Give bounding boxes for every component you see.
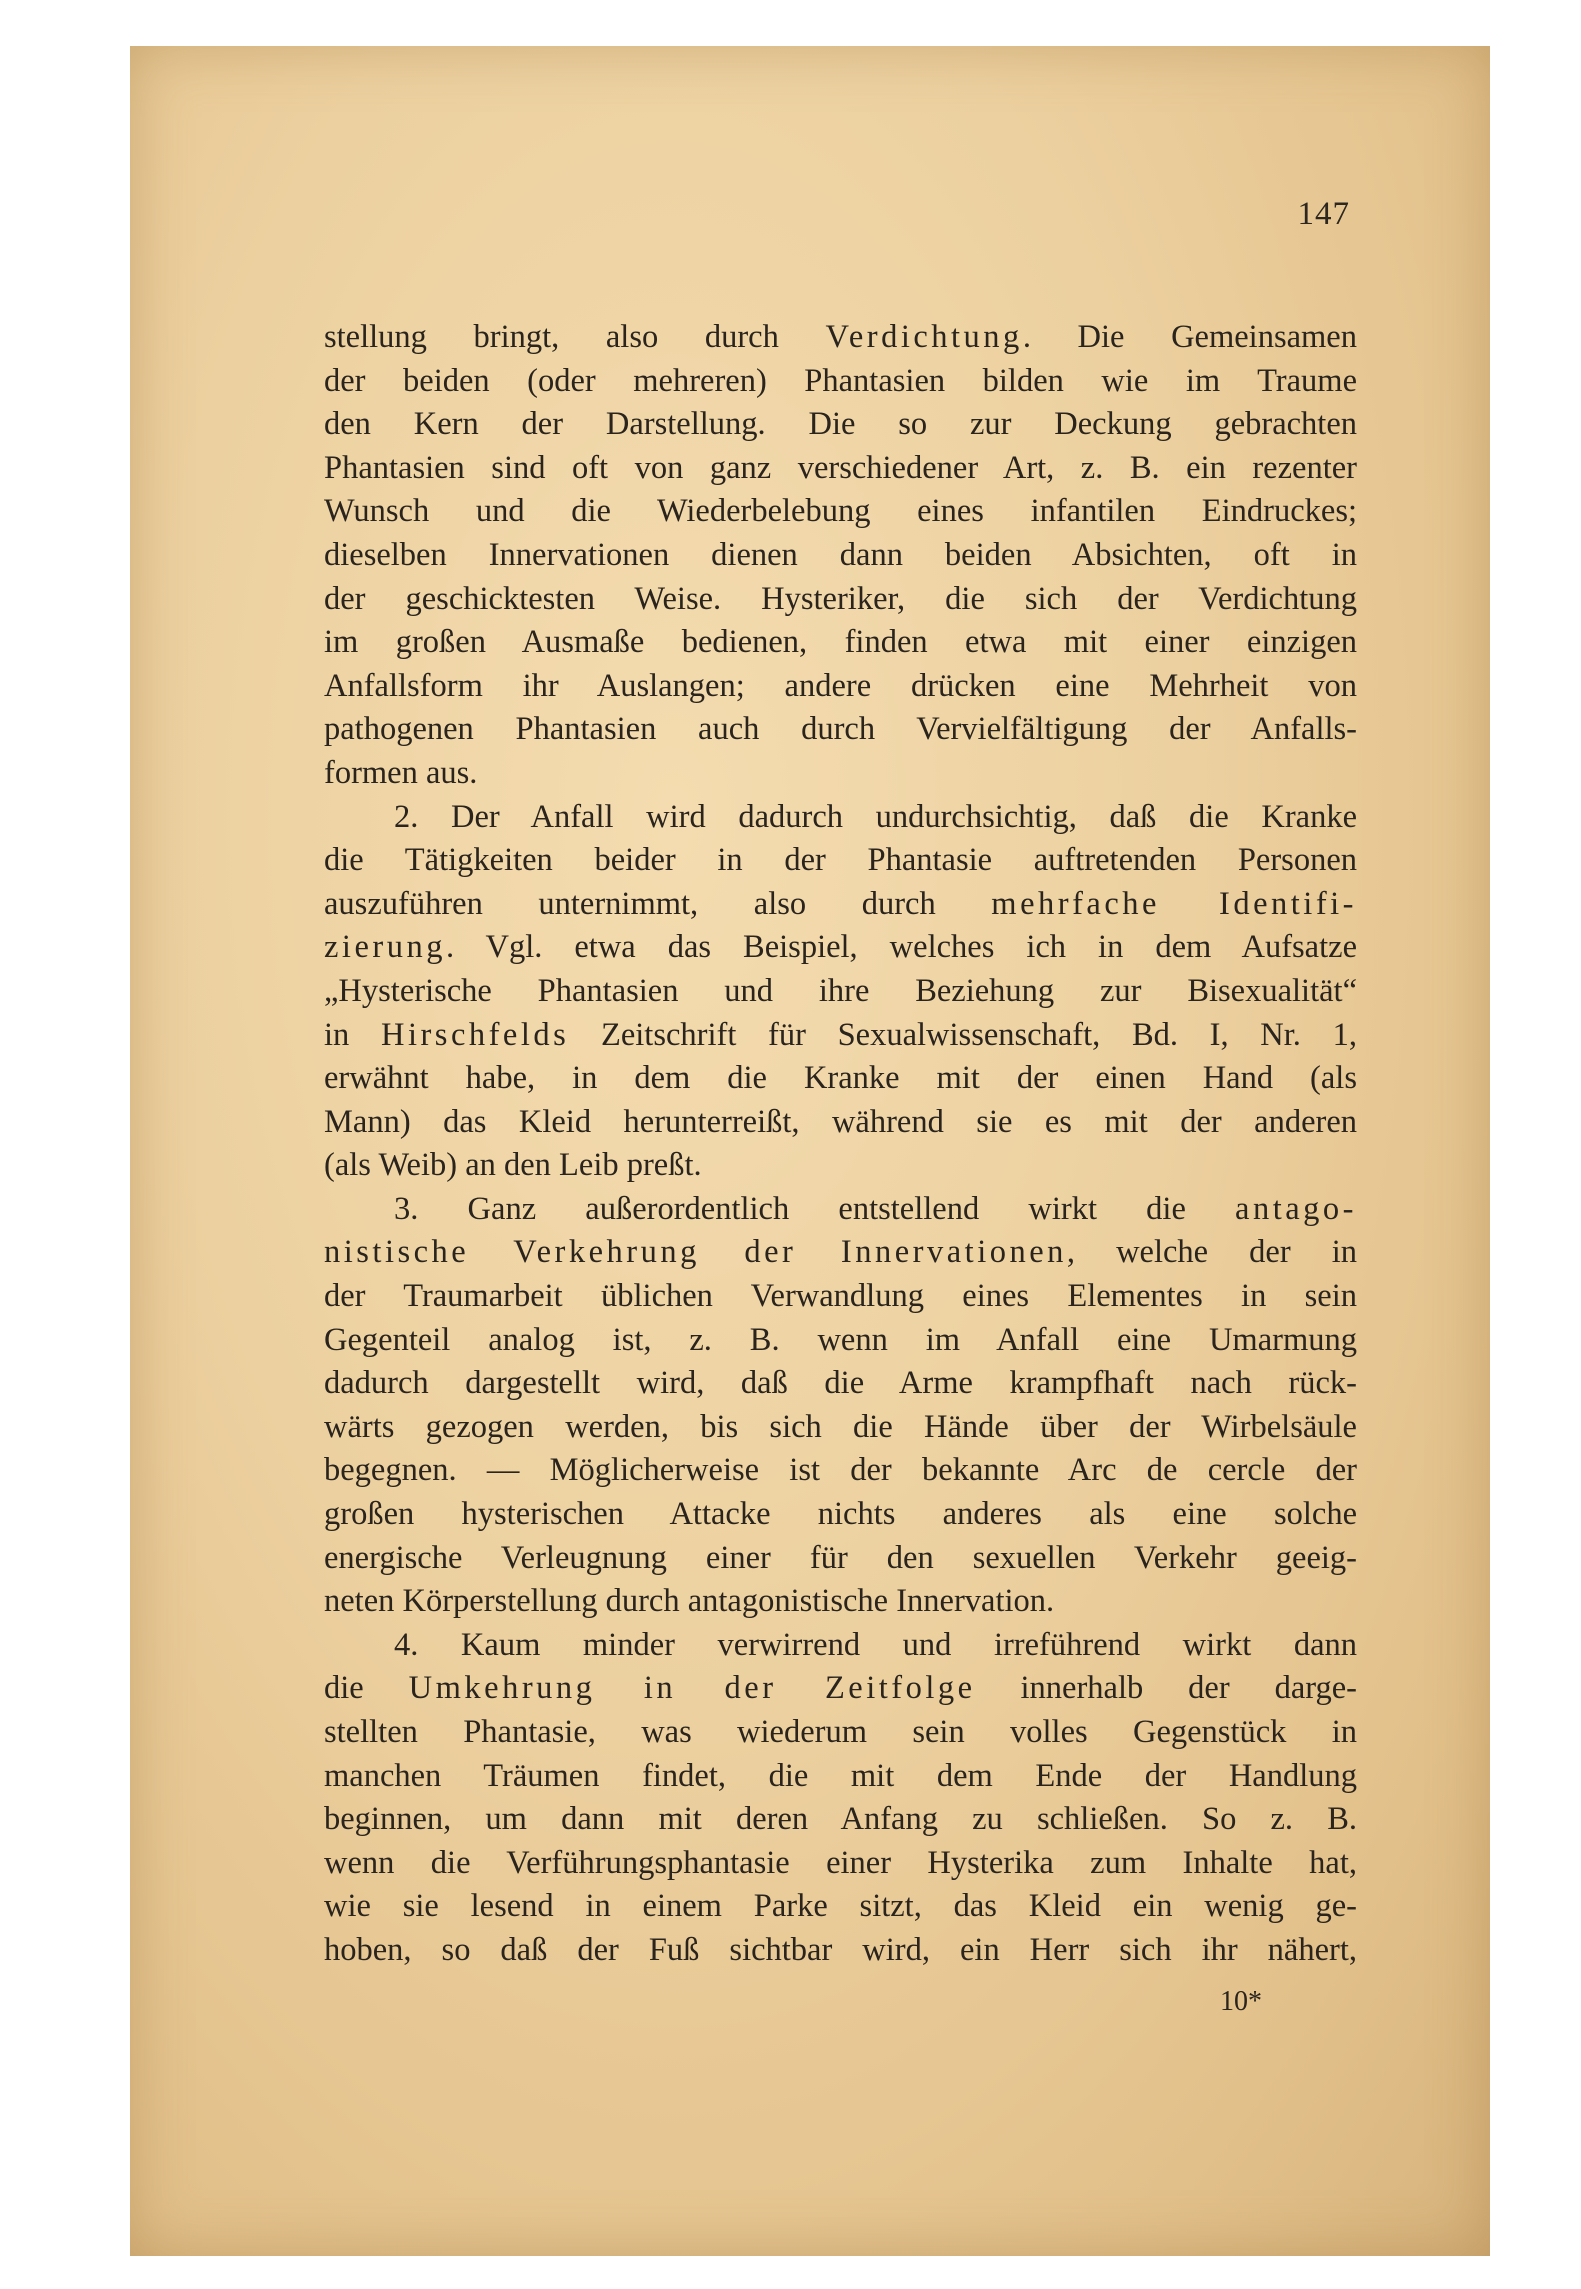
text-run: Phantasien sind oft von ganz verschiedener Art, z. B. ein rezenter (324, 449, 1357, 486)
text-run: neten Körperstellung durch antagonistische Innervation. (324, 1583, 1055, 1620)
text-line (324, 1144, 1357, 1188)
text-run: die Tätigkeiten beider in der Phantasie auftretenden Personen (324, 842, 1357, 879)
text-line (324, 665, 1357, 709)
text-line (324, 883, 1357, 927)
text-line (324, 796, 1357, 840)
text-run: Anfallsform ihr Auslangen; andere drücken eine Mehrheit von (324, 667, 1357, 704)
text-line (324, 403, 1357, 447)
text-run: energische Verleugnung einer für den sexuellen Verkehr geeig- (324, 1539, 1357, 1576)
text-run: großen hysterischen Attacke nichts anderes als eine solche (324, 1496, 1357, 1533)
text-line (324, 360, 1357, 404)
text-line (324, 1711, 1357, 1755)
text-run: in (324, 1016, 381, 1053)
text-run: pathogenen Phantasien auch durch Vervielfältigung der Anfalls- (324, 711, 1357, 748)
text-run: innerhalb der darge- (975, 1670, 1358, 1707)
spaced-emphasis: nistische Verkehrung der Innervationen (324, 1234, 1067, 1271)
text-line (324, 1842, 1357, 1886)
text-run: . Die Gemeinsamen (1022, 319, 1357, 355)
text-run: 3. Ganz außerordentlich entstellend wirkt die (394, 1190, 1236, 1227)
text-line (324, 970, 1357, 1014)
text-line (324, 1755, 1357, 1799)
text-run: der beiden (oder mehreren) Phantasien bilden wie im Traume (324, 362, 1357, 399)
text-line (324, 1667, 1357, 1711)
text-run: „Hysterische Phantasien und ihre Beziehung zur Bisexualität“ (324, 972, 1357, 1009)
text-run: Wunsch und die Wiederbelebung eines infantilen Eindruckes; (324, 493, 1357, 530)
text-run: im großen Ausmaße bedienen, finden etwa mit einer einzigen (324, 624, 1357, 661)
text-run: manchen Träumen findet, die mit dem Ende der Handlung (324, 1757, 1357, 1794)
text-run: stellung bringt, also durch (324, 319, 826, 355)
text-run: dieselben Innervationen dienen dann beiden Absichten, oft in (324, 536, 1357, 573)
text-run: wärts gezogen werden, bis sich die Hände über der Wirbelsäule (324, 1408, 1357, 1445)
signature-mark: 10* (1220, 1986, 1262, 2017)
text-run: 2. Der Anfall wird dadurch undurchsichtig, daß die Kranke (394, 798, 1357, 835)
page-number: 147 (1297, 196, 1350, 232)
spaced-emphasis: antago- (1235, 1190, 1357, 1227)
text-line (324, 1319, 1357, 1363)
text-line (324, 1057, 1357, 1101)
text-line (324, 1929, 1357, 1973)
text-line (324, 1580, 1357, 1624)
text-run: formen aus. (324, 754, 478, 791)
text-run: , welche der in (1066, 1234, 1357, 1271)
spaced-emphasis: zierung (324, 929, 446, 966)
text-line (324, 1885, 1357, 1929)
text-line (324, 1275, 1357, 1319)
spaced-emphasis: mehrfache Identifi- (991, 885, 1357, 922)
text-run: stellten Phantasie, was wiederum sein volles Gegenstück in (324, 1714, 1357, 1750)
text-run: Zeitschrift für Sexualwissenschaft, Bd. I, Nr. 1, (569, 1016, 1357, 1053)
spaced-emphasis: Hirschfelds (380, 1016, 570, 1053)
text-line (324, 1362, 1357, 1406)
text-run: 4. Kaum minder verwirrend und irreführend wirkt dann (394, 1626, 1357, 1663)
text-run: auszuführen unternimmt, also durch (324, 885, 992, 922)
text-line (324, 1449, 1357, 1493)
text-line (324, 839, 1357, 883)
text-line (324, 1537, 1357, 1581)
text-line (324, 1101, 1357, 1145)
text-run: erwähnt habe, in dem die Kranke mit der einen Hand (als (324, 1060, 1357, 1097)
text-run: der Traumarbeit üblichen Verwandlung eines Elementes in sein (324, 1278, 1357, 1315)
text-run: den Kern der Darstellung. Die so zur Deckung gebrachten (324, 406, 1357, 443)
spaced-emphasis: Umkehrung in der Zeitfolge (408, 1670, 976, 1707)
text-line (324, 316, 1357, 360)
text-run: . Vgl. etwa das Beispiel, welches ich in dem Aufsatze (445, 929, 1357, 966)
text-run: wenn die Verführungsphantasie einer Hysterika zum Inhalte hat, (324, 1844, 1357, 1881)
text-line (324, 1188, 1357, 1232)
text-run: (als Weib) an den Leib preßt. (324, 1147, 702, 1184)
text-run: die (324, 1670, 409, 1707)
text-line (324, 1406, 1357, 1450)
text-line (324, 447, 1357, 491)
text-line (324, 1798, 1357, 1842)
text-run: der geschicktesten Weise. Hysteriker, die sich der Verdichtung (324, 580, 1357, 617)
text-line (324, 926, 1357, 970)
text-run: Mann) das Kleid herunterreißt, während sie es mit der anderen (324, 1103, 1357, 1140)
text-run: dadurch dargestellt wird, daß die Arme krampfhaft nach rück- (324, 1365, 1357, 1402)
text-line (324, 621, 1357, 665)
spaced-emphasis: Verdichtung (825, 319, 1023, 355)
text-line (324, 1231, 1357, 1275)
text-run: begegnen. — Möglicherweise ist der bekannte Arc de cercle der (324, 1452, 1357, 1489)
text-line (324, 534, 1357, 578)
text-run: beginnen, um dann mit deren Anfang zu schließen. So z. B. (324, 1801, 1357, 1838)
body-text (324, 316, 1357, 1973)
text-line (324, 490, 1357, 534)
book-page (130, 46, 1490, 2256)
text-line (324, 1624, 1357, 1668)
text-line (324, 1493, 1357, 1537)
text-line (324, 1014, 1357, 1058)
text-line (324, 578, 1357, 622)
text-run: Gegenteil analog ist, z. B. wenn im Anfall eine Umarmung (324, 1321, 1357, 1358)
text-line (324, 708, 1357, 752)
text-run: hoben, so daß der Fuß sichtbar wird, ein Herr sich ihr nähert, (324, 1931, 1357, 1968)
text-line (324, 752, 1357, 796)
text-run: wie sie lesend in einem Parke sitzt, das Kleid ein wenig ge- (324, 1888, 1357, 1925)
